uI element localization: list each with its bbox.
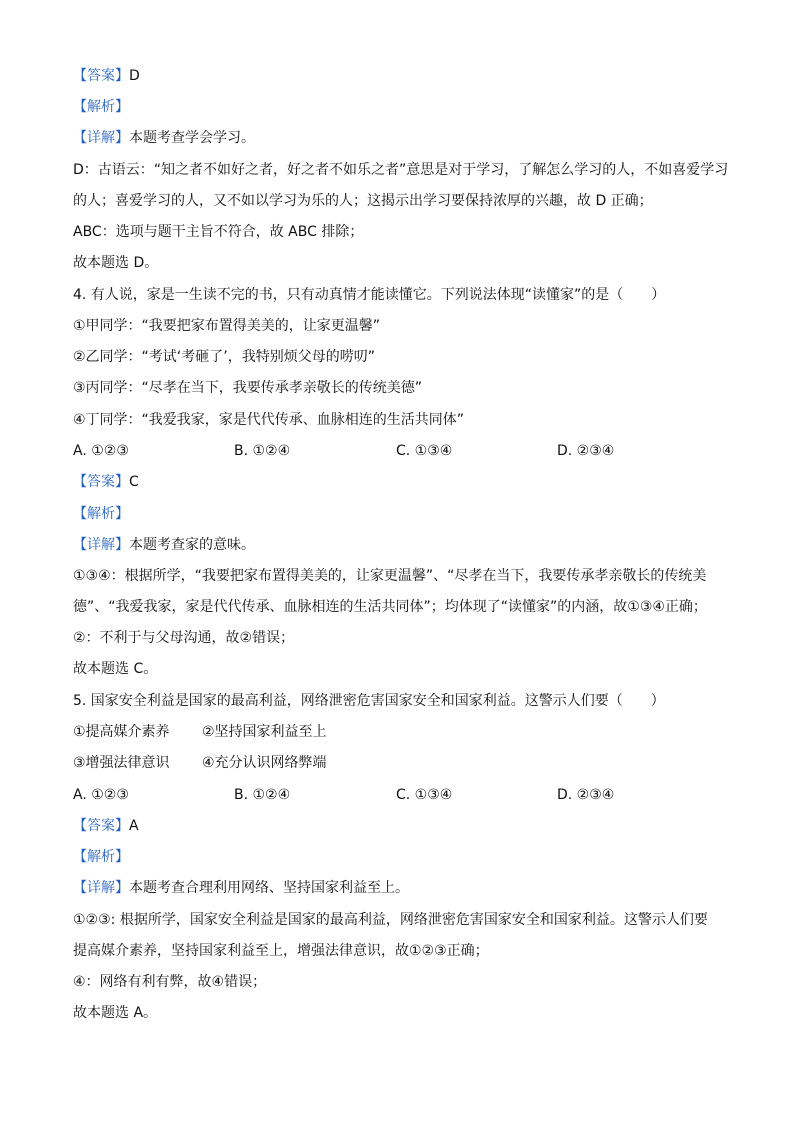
q5-item-4: ④充分认识网络弊端 (202, 755, 327, 771)
detail-text: 本题考查家的意味。 (129, 537, 255, 553)
q5-option-d: D. ②③④ (557, 787, 615, 803)
q3-analysis-line-2: 的人；喜爱学习的人，又不如以学习为乐的人；这揭示出学习要保持浓厚的兴趣，故 D 正确； (73, 193, 653, 209)
q5-analysis-line-2: 提高媒介素养，坚持国家利益至上，增强法律意识，故①②③正确； (73, 943, 489, 959)
detail-text: 本题考查合理利用网络、坚持国家利益至上。 (129, 880, 409, 896)
q3-analysis-line-3: ABC：选项与题干主旨不符合，故 ABC 排除； (73, 224, 364, 240)
q4-stem: 4. 有人说，家是一生读不完的书，只有动真情才能读懂它。下列说法体现“读懂家”的是（ ） (73, 287, 666, 303)
answer-value: C (129, 474, 139, 490)
q5-option-b: B. ①②④ (234, 787, 291, 803)
q5-option-a: A. ①②③ (73, 787, 129, 803)
q4-analysis-line-1: ①③④：根据所学，“我要把家布置得美美的，让家更温馨”、“尽孝在当下，我要传承孝亲敬长的传统美 (73, 568, 707, 584)
detail-tag: 【详解】 (73, 880, 129, 896)
detail-text: 本题考查学会学习。 (129, 130, 255, 146)
q4-option-d: D. ②③④ (557, 443, 615, 459)
q3-answer-line (73, 67, 140, 85)
q5-item-3: ③增强法律意识 (73, 755, 170, 771)
q4-option-c: C. ①③④ (396, 443, 453, 459)
q5-item-1: ①提高媒介素养 (73, 724, 170, 740)
answer-tag: 【答案】 (73, 474, 129, 490)
answer-tag: 【答案】 (73, 818, 129, 834)
q3-detail-line (73, 129, 255, 147)
q4-option-a: A. ①②③ (73, 443, 129, 459)
q5-option-c: C. ①③④ (396, 787, 453, 803)
q5-item-2: ②坚持国家利益至上 (202, 724, 327, 740)
answer-value: A (129, 818, 139, 834)
q5-answer-line (73, 817, 139, 835)
q5-analysis-line-3: ④：网络有利有弊，故④错误； (73, 974, 267, 990)
q5-conclusion: 故本题选 A。 (73, 1005, 158, 1021)
q4-detail-line (73, 536, 255, 554)
q3-analysis-tag: 【解析】 (73, 99, 129, 115)
detail-tag: 【详解】 (73, 130, 129, 146)
q5-analysis-line-1: ①②③: 根据所学，国家安全利益是国家的最高利益，网络泄密危害国家安全和国家利益。这警示人们要 (73, 912, 708, 928)
q4-item-4: ④丁同学：“我爱我家，家是代代传承、血脉相连的生活共同体” (73, 412, 465, 428)
q5-detail-line (73, 879, 409, 897)
q3-conclusion: 故本题选 D。 (73, 255, 159, 271)
detail-tag: 【详解】 (73, 537, 129, 553)
q4-conclusion: 故本题选 C。 (73, 661, 158, 677)
q5-stem: 5. 国家安全利益是国家的最高利益，网络泄密危害国家安全和国家利益。这警示人们要（ ） (73, 693, 665, 709)
q5-analysis-tag: 【解析】 (73, 849, 129, 865)
answer-tag: 【答案】 (73, 68, 129, 84)
q4-analysis-line-3: ②：不利于与父母沟通，故②错误； (73, 630, 295, 646)
q4-item-3: ③丙同学：“尽孝在当下，我要传承孝亲敬长的传统美德” (73, 380, 423, 396)
answer-value: D (129, 68, 140, 84)
q4-option-b: B. ①②④ (234, 443, 291, 459)
q4-answer-line (73, 473, 139, 491)
q4-item-1: ①甲同学：“我要把家布置得美美的，让家更温馨” (73, 318, 381, 334)
q4-analysis-line-2: 德”、“我爱我家，家是代代传承、血脉相连的生活共同体”；均体现了“读懂家”的内涵，故①③④正确； (73, 599, 707, 615)
q4-item-2: ②乙同学：“考试‘考砸了’，我特别烦父母的唠叨” (73, 349, 375, 365)
q3-analysis-line-1: D：古语云：“知之者不如好之者，好之者不如乐之者”意思是对于学习，了解怎么学习的人，不如喜爱学习 (73, 162, 729, 178)
q4-analysis-tag: 【解析】 (73, 506, 129, 522)
